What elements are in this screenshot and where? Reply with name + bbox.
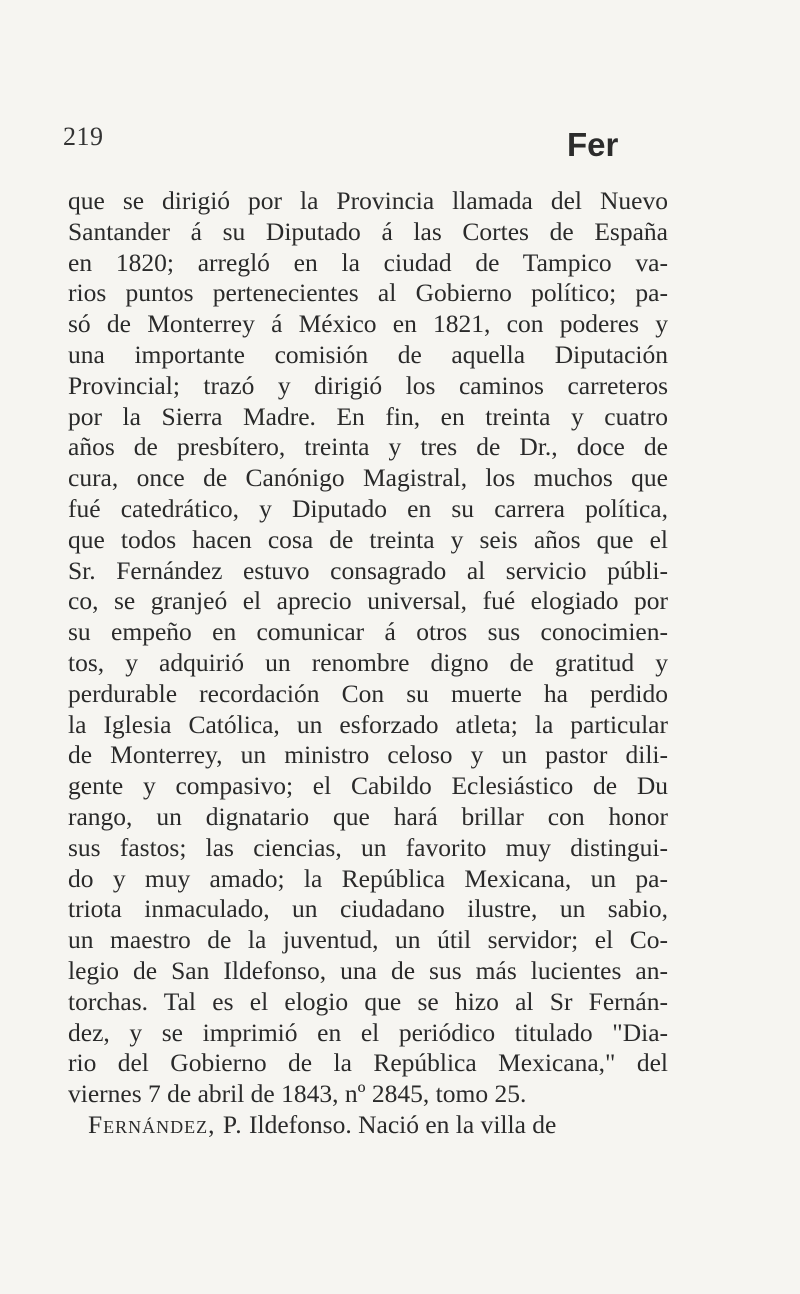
text-line: la Iglesia Católica, un esforzado atleta; la particular <box>68 709 668 739</box>
text-line: rango, un dignatario que hará brillar con honor <box>68 801 668 831</box>
text-line: Provincial; trazó y dirigió los caminos carreteros <box>68 370 668 400</box>
text-line: su empeño en comunicar á otros sus conocimien- <box>68 617 668 647</box>
text-line: que se dirigió por la Provincia llamada del Nuevo <box>68 186 668 215</box>
text-line: por la Sierra Madre. En fin, en treinta y cuatro <box>68 401 668 431</box>
text-line: que todos hacen cosa de treinta y seis años que el <box>68 524 668 554</box>
text-line: do y muy amado; la República Mexicana, un pa- <box>68 863 668 893</box>
entry-line <box>68 1110 668 1141</box>
text-line: cura, once de Canónigo Magistral, los muchos que <box>68 463 668 493</box>
text-line: años de presbítero, treinta y tres de Dr., doce de <box>68 432 668 462</box>
text-line: de Monterrey, un ministro celoso y un pastor dili- <box>68 740 668 770</box>
text-line: rio del Gobierno de la República Mexicana," del <box>68 1048 668 1078</box>
text-line: sus fastos; las ciencias, un favorito muy distingui- <box>68 832 668 862</box>
running-head: Fer <box>567 126 619 163</box>
text-line: Sr. Fernández estuvo consagrado al servicio públi- <box>68 555 668 585</box>
text-line: fué catedrático, y Diputado en su carrera política, <box>68 493 668 523</box>
text-line: rios puntos pertenecientes al Gobierno político; pa- <box>68 278 668 308</box>
text-line: un maestro de la juventud, un útil servidor; el Co- <box>68 925 668 955</box>
page-number: 219 <box>63 122 104 151</box>
text-line: Santander á su Diputado á las Cortes de España <box>68 216 668 246</box>
text-line: gente y compasivo; el Cabildo Eclesiástico de Du <box>68 771 668 801</box>
text-line: una importante comisión de aquella Diputación <box>68 339 668 369</box>
text-line: tos, y adquirió un renombre digno de gratitud y <box>68 647 668 677</box>
body-text <box>68 186 668 1141</box>
text-line: en 1820; arregló en la ciudad de Tampico va- <box>68 247 668 277</box>
text-line: só de Monterrey á México en 1821, con poderes y <box>68 309 668 339</box>
text-line: perdurable recordación Con su muerte ha perdido <box>68 678 668 708</box>
text-line: triota inmaculado, un ciudadano ilustre, un sabio, <box>68 894 668 924</box>
text-line: legio de San Ildefonso, una de sus más lucientes an- <box>68 955 668 985</box>
entry-headword: Fernández, P. <box>88 1109 243 1139</box>
text-line: dez, y se imprimió en el periódico titulado "Dia- <box>68 1017 668 1047</box>
text-line: co, se granjeó el aprecio universal, fué elogiado por <box>68 586 668 616</box>
entry-text: Ildefonso. Nació en la villa de <box>242 1109 557 1139</box>
text-line: torchas. Tal es el elogio que se hizo al Sr Fernán- <box>68 986 668 1016</box>
text-line: viernes 7 de abril de 1843, nº 2845, tomo 25. <box>68 1079 527 1109</box>
